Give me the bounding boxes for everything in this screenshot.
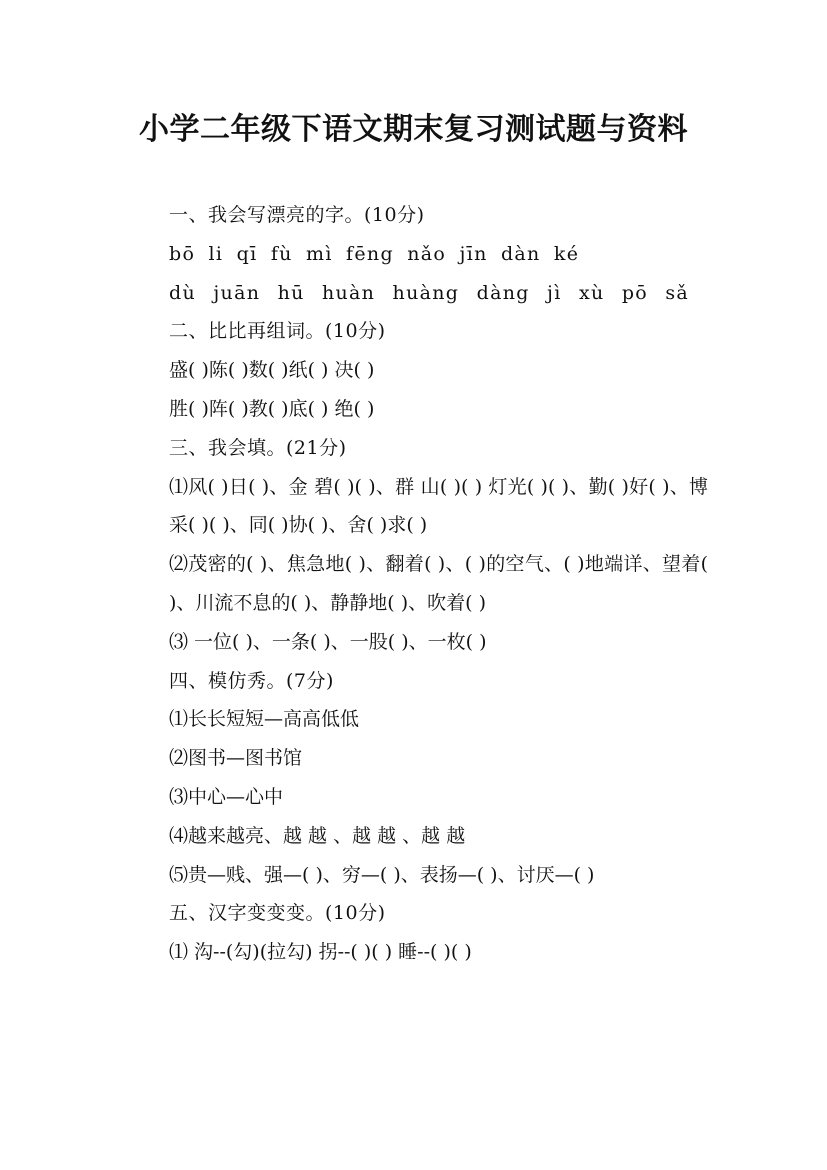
- imitation-item-5: ⑸贵—贱、强—( )、穷—( )、表扬—( )、讨厌—( ): [169, 863, 595, 886]
- section-1-heading: 一、我会写漂亮的字。(10分): [169, 204, 425, 226]
- imitation-item-4: ⑷越来越亮、越 越 、越 越 、越 越: [169, 824, 466, 847]
- pinyin-line-1: bō li qī fù mì fēng nǎo jīn dàn ké: [169, 242, 580, 265]
- fill-in-item-1: ⑴风( )日( )、金 碧( )( )、群 山( )( ) 灯光( )( )、勤( )好( )、博采( )( )、同( )协( )、舍( )求( ): [169, 475, 708, 537]
- section-3-heading: 三、我会填。(21分): [169, 436, 347, 459]
- fill-in-item-2: ⑵茂密的( )、焦急地( )、翻着( )、( )的空气、( )地端详、望着( )、川流不息的( )、静静地( )、吹着( ): [169, 553, 708, 614]
- section-2-heading: 二、比比再组词。(10分): [169, 320, 386, 343]
- compare-words-row-1: 盛( )陈( )数( )纸( ) 决( ): [169, 359, 375, 382]
- section-5-heading: 五、汉字变变变。(10分): [169, 902, 386, 925]
- fill-in-item-3: ⑶ 一位( )、一条( )、一股( )、一枚( ): [169, 630, 487, 653]
- compare-words-row-2: 胜( )阵( )教( )底( ) 绝( ): [169, 397, 375, 420]
- imitation-item-1: ⑴长长短短—高高低低: [169, 708, 360, 731]
- pinyin-line-2: dù juān hū huàn huàng dàng jì xù pō sǎ: [169, 281, 690, 304]
- section-4-heading: 四、模仿秀。(7分): [169, 669, 334, 692]
- document-body: [128, 196, 708, 972]
- character-change-item-1: ⑴ 沟--(勾)(拉勾) 拐--( )( ) 睡--( )( ): [169, 941, 472, 964]
- imitation-item-3: ⑶中心—心中: [169, 785, 284, 808]
- imitation-item-2: ⑵图书—图书馆: [169, 747, 303, 770]
- document-title: 小学二年级下语文期末复习测试题与资料: [139, 112, 688, 147]
